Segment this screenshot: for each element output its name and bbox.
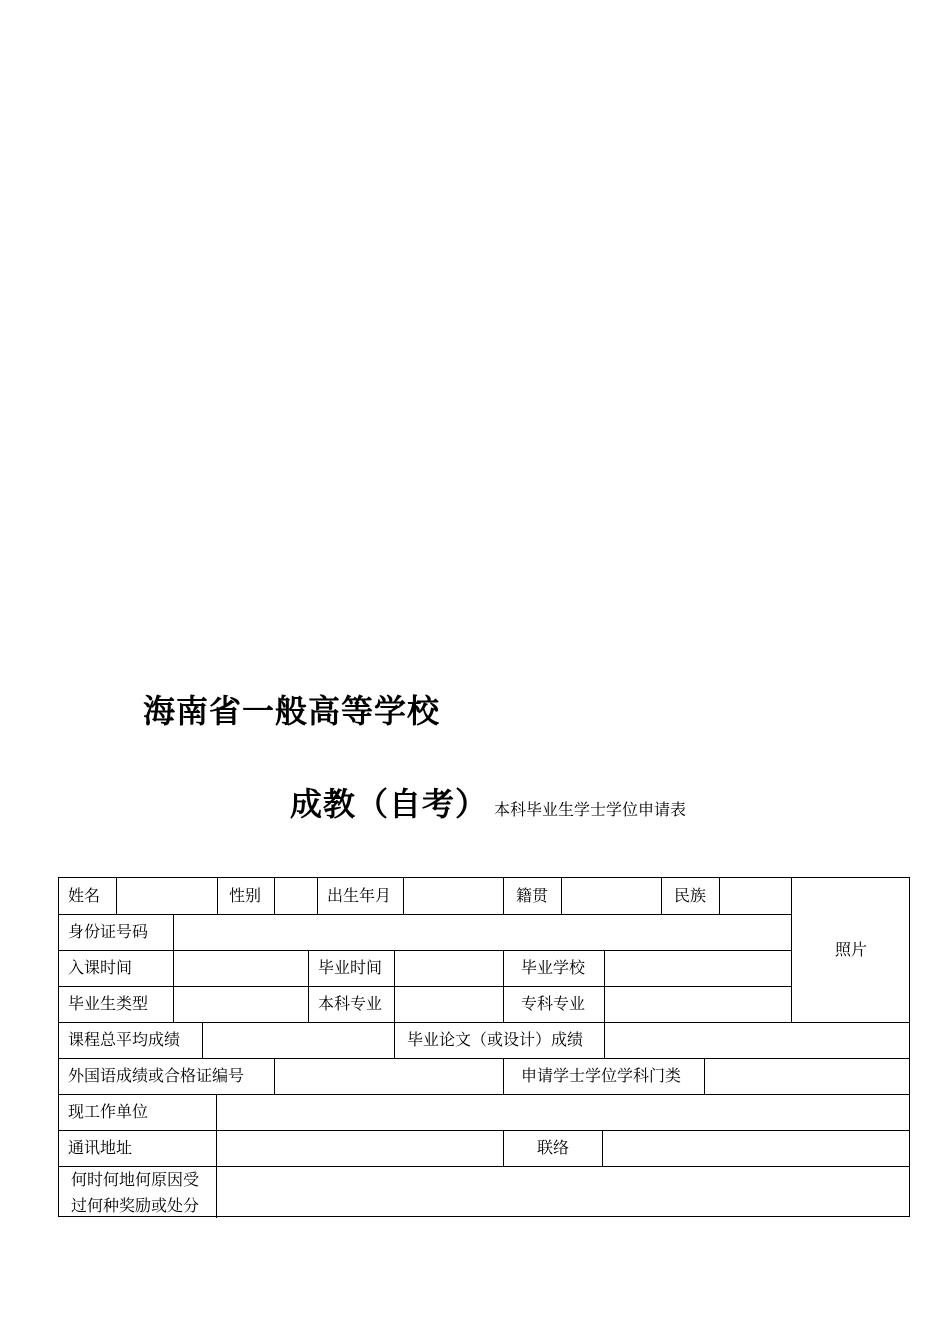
label-contact: 联络 bbox=[537, 1138, 570, 1157]
label-work-unit: 现工作单位 bbox=[68, 1102, 149, 1121]
col-divider bbox=[173, 950, 174, 1022]
col-divider bbox=[704, 1058, 705, 1094]
label-birth: 出生年月 bbox=[327, 886, 392, 905]
col-divider bbox=[394, 950, 395, 1022]
col-divider bbox=[719, 878, 720, 914]
label-native-place: 籍贯 bbox=[516, 886, 549, 905]
col-divider bbox=[503, 878, 504, 914]
col-divider bbox=[503, 950, 504, 1022]
label-graduation-time: 毕业时间 bbox=[318, 958, 383, 977]
col-divider bbox=[216, 1094, 217, 1218]
label-foreign-language: 外国语成绩或合格证编号 bbox=[68, 1066, 245, 1085]
label-name: 姓名 bbox=[68, 886, 101, 905]
label-gender: 性别 bbox=[229, 886, 262, 905]
col-divider bbox=[202, 1022, 203, 1058]
label-junior-major: 专科专业 bbox=[521, 994, 586, 1013]
col-divider bbox=[604, 950, 605, 1022]
label-enroll-time: 入课时间 bbox=[68, 958, 133, 977]
form-title-line2 bbox=[290, 779, 686, 825]
photo-cell-border bbox=[791, 878, 792, 1022]
label-rewards-line1: 何时何地何原因受 bbox=[71, 1170, 200, 1189]
row-divider bbox=[59, 914, 791, 915]
label-rewards-punishments bbox=[71, 1167, 199, 1219]
col-divider bbox=[604, 1022, 605, 1058]
label-degree-category: 申请学士学位学科门类 bbox=[521, 1066, 682, 1085]
label-id-number: 身份证号码 bbox=[68, 922, 149, 941]
col-divider bbox=[274, 878, 275, 914]
photo-placeholder: 照片 bbox=[835, 940, 868, 959]
application-form-table bbox=[58, 877, 910, 1217]
col-divider bbox=[116, 878, 117, 914]
row-divider bbox=[59, 1022, 909, 1023]
col-divider bbox=[173, 914, 174, 950]
col-divider bbox=[503, 1130, 504, 1166]
col-divider bbox=[308, 950, 309, 1022]
label-graduation-school: 毕业学校 bbox=[521, 958, 586, 977]
col-divider bbox=[602, 1130, 603, 1166]
row-divider bbox=[59, 950, 791, 951]
col-divider bbox=[661, 878, 662, 914]
label-course-average: 课程总平均成绩 bbox=[68, 1030, 181, 1049]
form-title-large: 成教（自考） bbox=[290, 785, 489, 823]
label-address: 通讯地址 bbox=[68, 1138, 133, 1157]
col-divider bbox=[394, 1022, 395, 1058]
col-divider bbox=[561, 878, 562, 914]
col-divider bbox=[317, 878, 318, 914]
col-divider bbox=[217, 878, 218, 914]
form-title-small: 本科毕业生学士学位申请表 bbox=[494, 800, 687, 819]
col-divider bbox=[403, 878, 404, 914]
row-divider bbox=[59, 1094, 909, 1095]
label-ethnicity: 民族 bbox=[674, 886, 707, 905]
row-divider bbox=[59, 1130, 909, 1131]
col-divider bbox=[503, 1058, 504, 1094]
label-graduate-type: 毕业生类型 bbox=[68, 994, 149, 1013]
label-rewards-line2: 过何种奖励或处分 bbox=[71, 1196, 200, 1215]
label-bachelor-major: 本科专业 bbox=[318, 994, 383, 1013]
label-thesis-score: 毕业论文（或设计）成绩 bbox=[407, 1030, 584, 1049]
row-divider bbox=[59, 1058, 909, 1059]
col-divider bbox=[274, 1058, 275, 1094]
form-title-line1: 海南省一般高等学校 bbox=[143, 692, 441, 730]
row-divider bbox=[59, 986, 791, 987]
